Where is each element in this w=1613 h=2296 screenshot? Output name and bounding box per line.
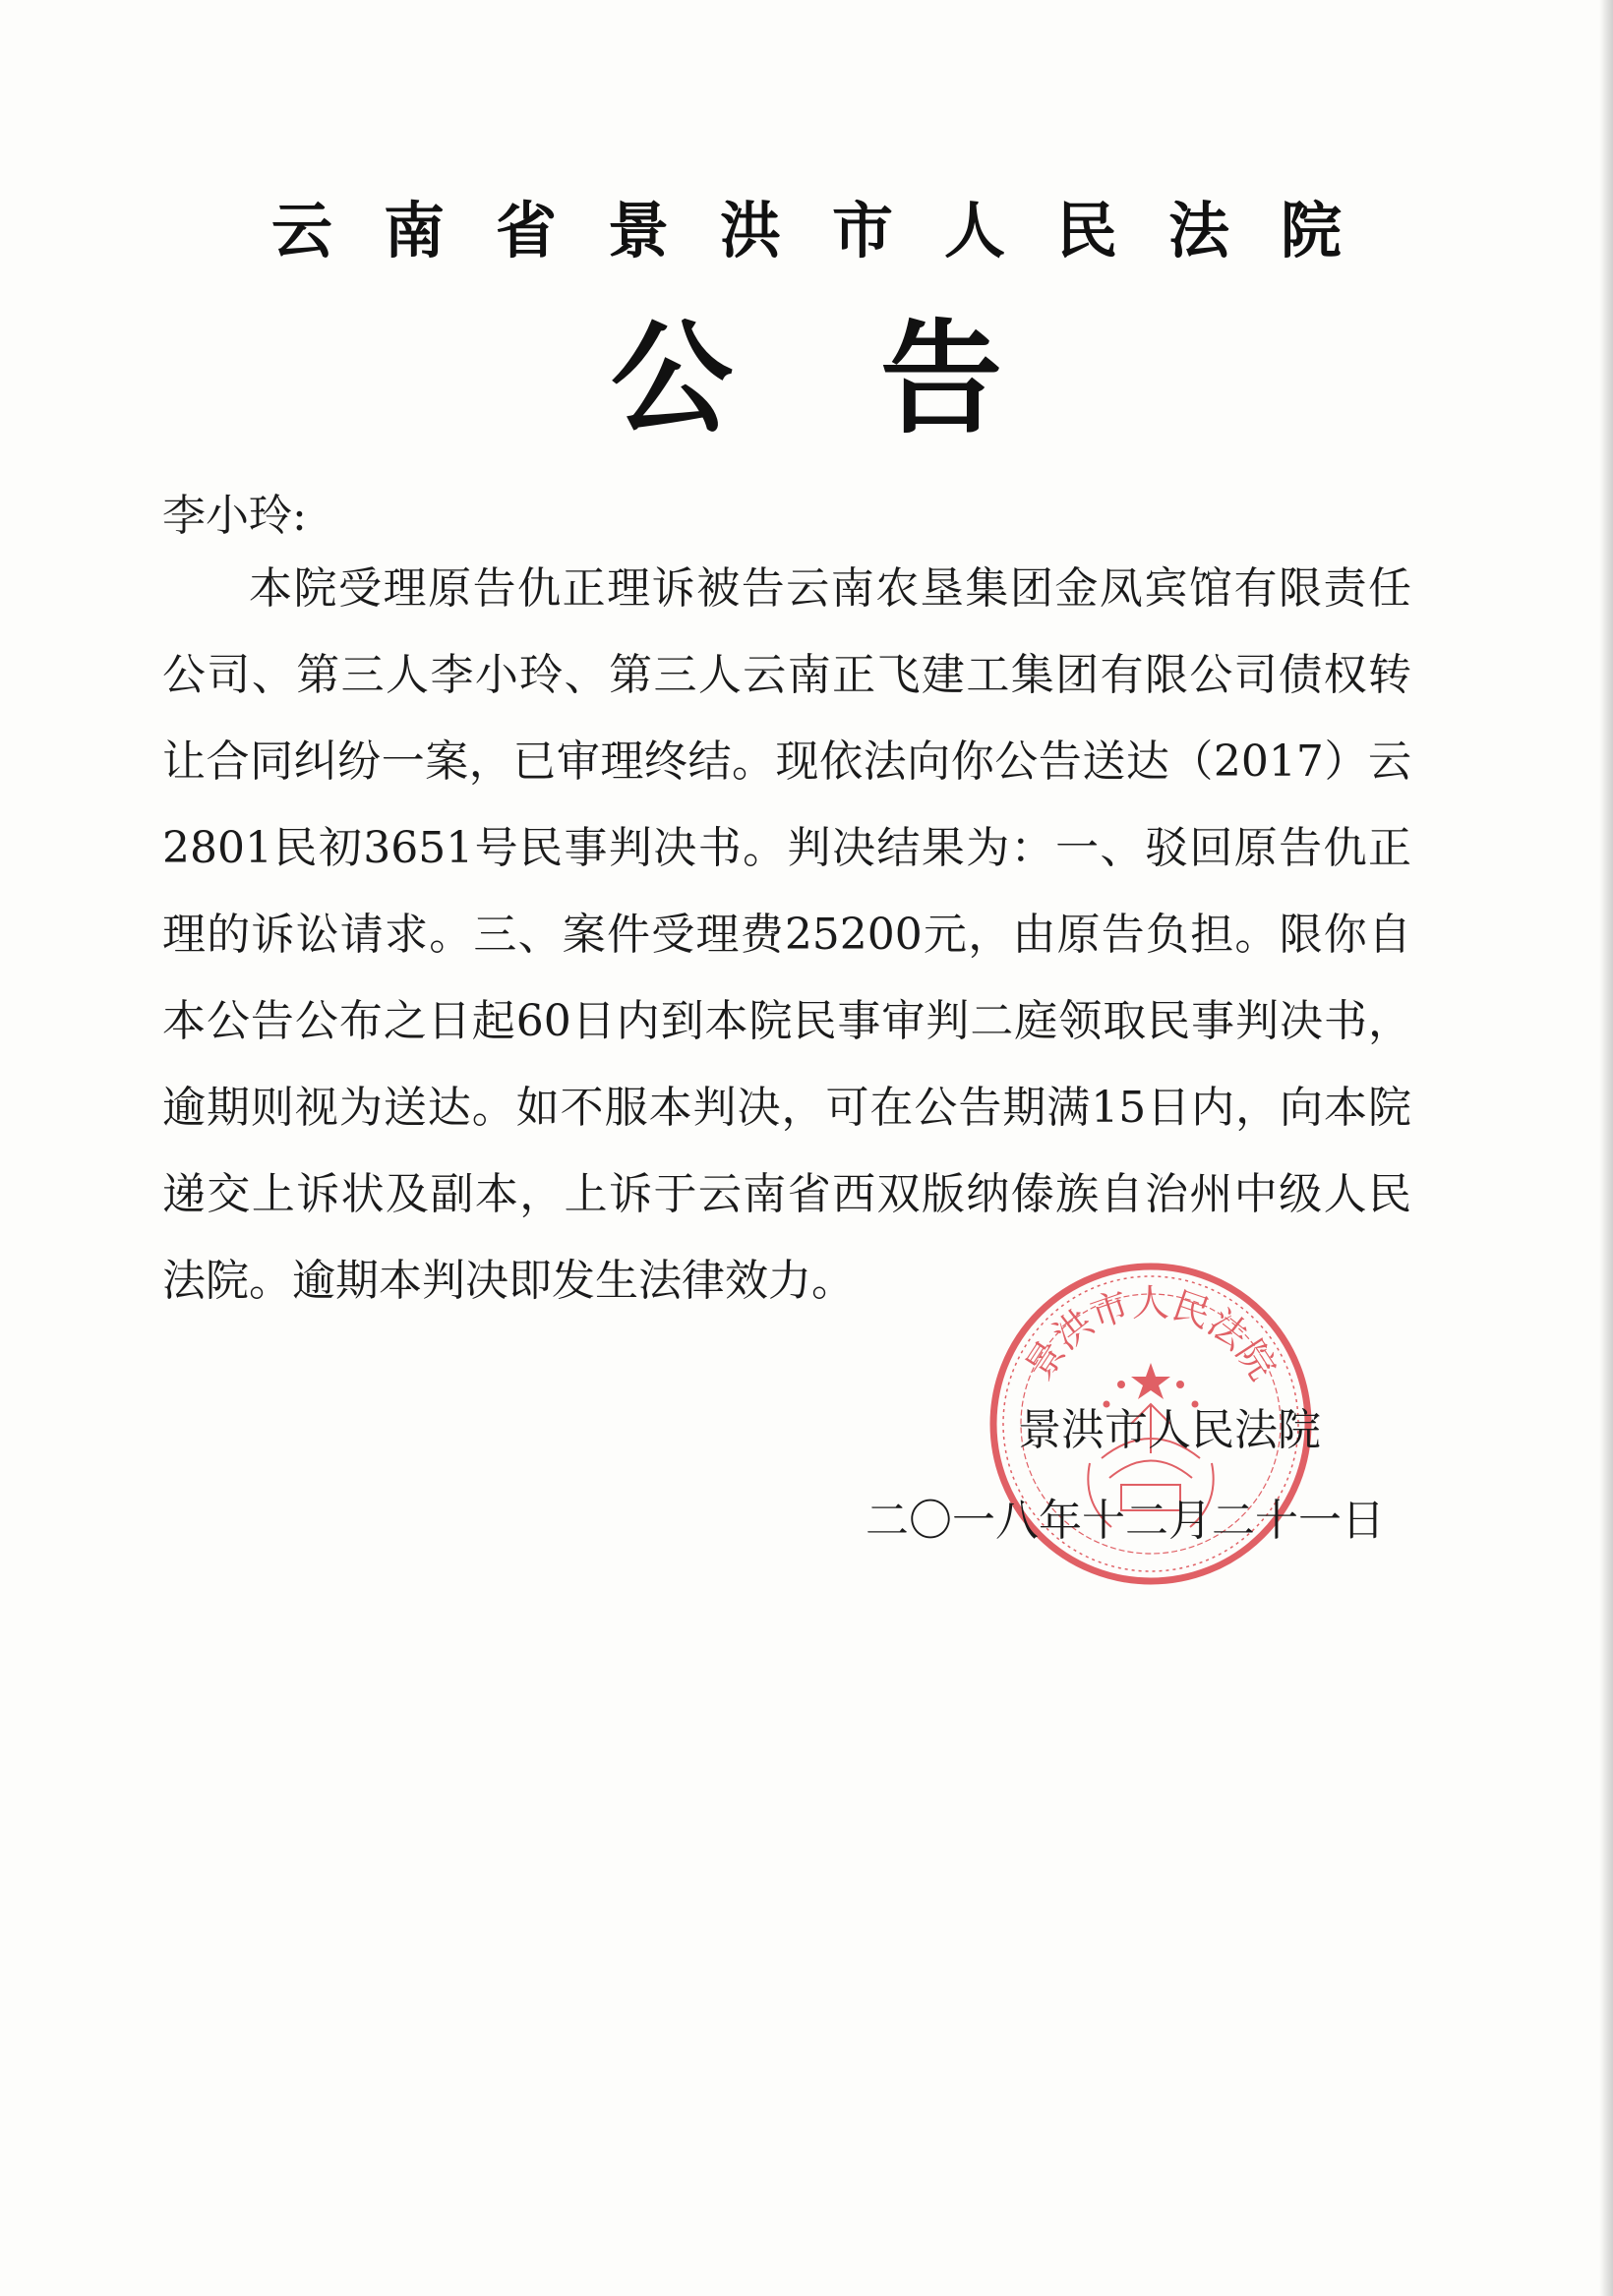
svg-text:景洪市人民法院: 景洪市人民法院	[1016, 1281, 1285, 1388]
document-title: 公告	[610, 308, 1150, 450]
court-signature: 景洪市人民法院	[1018, 1405, 1321, 1455]
issue-date: 二〇一八年十二月二十一日	[866, 1496, 1385, 1546]
notice-body: 本院受理原告仇正理诉被告云南农垦集团金凤宾馆有限责任公司、第三人李小玲、第三人云南正飞建工集团有限公司债权转让合同纠纷一案，已审理终结。现依法向你公告送达（2017）云2801民初3651号民事判决书。判决结果为：一、驳回原告仇正理的诉讼请求。三、案件受理费25200元，由原告负担。限你自本公告公布之日起60日内到本院民事审判二庭领取民事判决书，逾期则视为送达。如不服本判决，可在公告期满15日内，向本院递交上诉状及副本，上诉于云南省西双版纳傣族自治州中级人民法院。逾期本判决即发生法律效力。	[162, 563, 1411, 1306]
court-name: 云南省景洪市人民法院	[270, 195, 1393, 266]
addressee: 李小玲:	[162, 491, 307, 541]
